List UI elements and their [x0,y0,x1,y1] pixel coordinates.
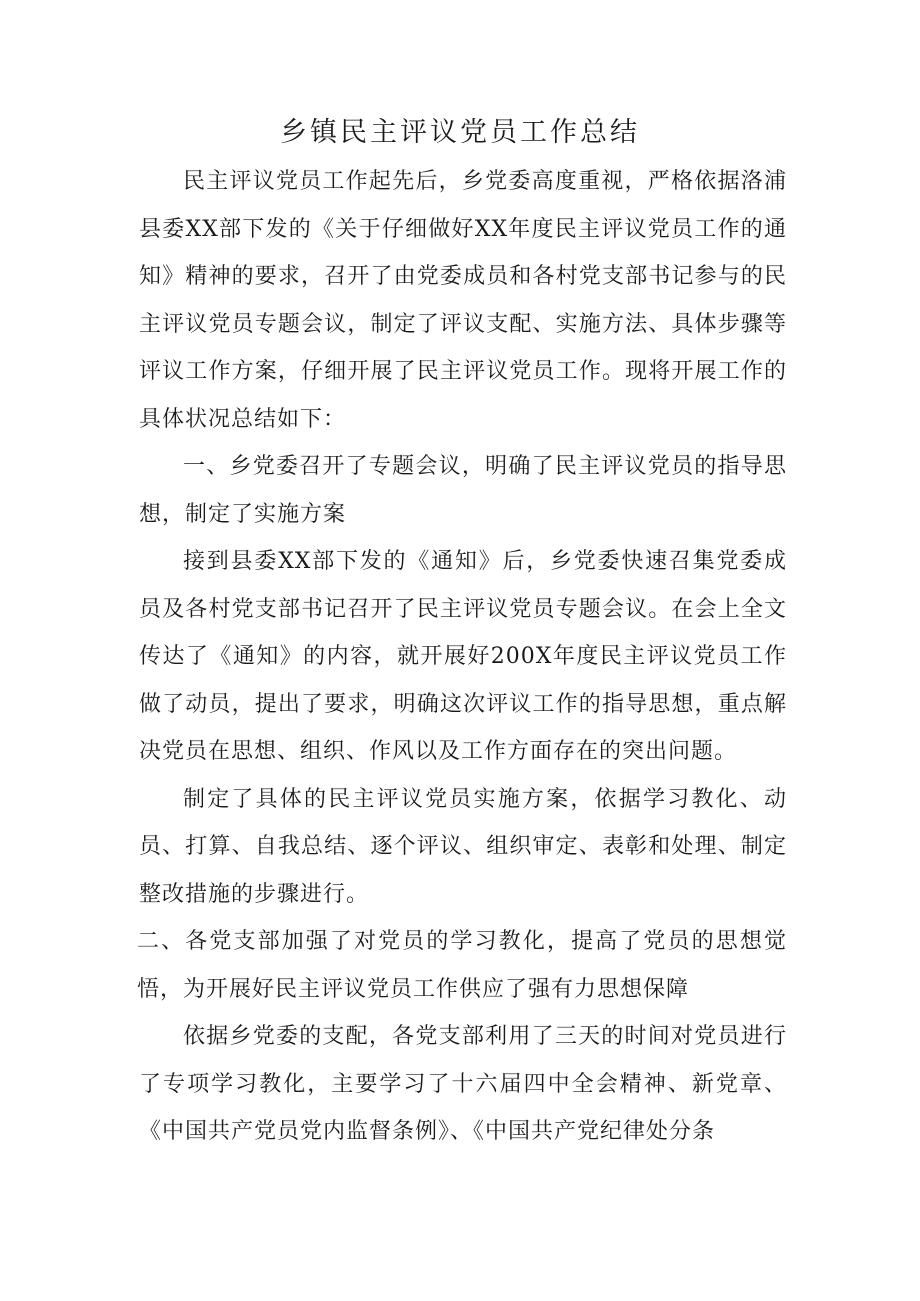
document-body [139,158,787,1156]
section-heading-2: 二、各党支部加强了对党员的学习教化，提高了党员的思想觉悟，为开展好民主评议党员工作供应了强有力思想保障 [137,929,787,1002]
paragraph-intro: 民主评议党员工作起先后，乡党委高度重视，严格依据洛浦县委XX部下发的《关于仔细做好XX年度民主评议党员工作的通知》精神的要求，召开了由党委成员和各村党支部书记参与的民主评议党员专题会议，制定了评议支配、实施方法、具体步骤等评议工作方案，仔细开展了民主评议党员工作。现将开展工作的具体状况总结如下： [139,169,787,432]
section-heading-1: 一、乡党委召开了专题会议，明确了民主评议党员的指导思想，制定了实施方案 [139,454,787,527]
paragraph-notice-meeting: 接到县委XX部下发的《通知》后，乡党委快速召集党委成员及各村党支部书记召开了民主评议党员专题会议。在会上全文传达了《通知》的内容，就开展好200X年度民主评议党员工作做了动员，提出了要求，明确这次评议工作的指导思想，重点解决党员在思想、组织、作风以及工作方面存在的突出问题。 [139,549,787,764]
paragraph-implementation-plan: 制定了具体的民主评议党员实施方案，依据学习教化、动员、打算、自我总结、逐个评议、组织审定、表彰和处理、制定整改措施的步骤进行。 [139,786,787,907]
document-title: 乡镇民主评议党员工作总结 [280,117,640,148]
paragraph-study-education: 依据乡党委的支配，各党支部利用了三天的时间对党员进行了专项学习教化，主要学习了十六届四中全会精神、新党章、《中国共产党员党内监督条例》、《中国共产党纪律处分条 [139,1024,787,1144]
